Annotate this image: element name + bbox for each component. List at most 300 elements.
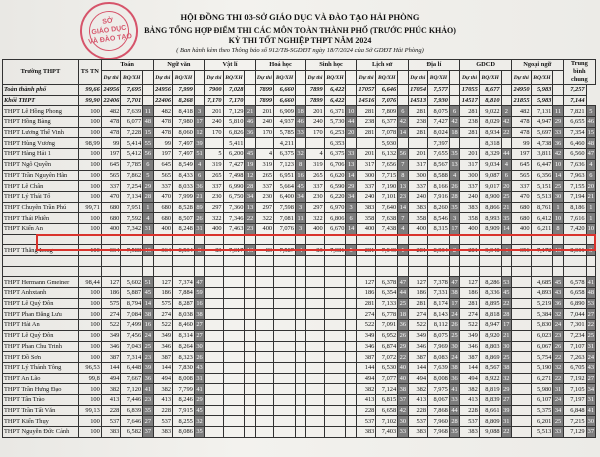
table-body [3,85,596,438]
score-cell: 5,983 [531,85,553,96]
score-cell: 6,655 [563,117,586,128]
rank-cell [295,309,305,320]
rank-cell: 22 [554,374,562,382]
rank-cell: 14 [347,171,355,179]
score-cell: 6,952 [376,330,398,341]
score-cell: 228 [101,405,121,416]
score-cell: 8,534 [173,245,195,256]
score-cell: 337 [153,181,173,192]
score-cell [306,362,324,373]
score-cell: 5,830 [531,320,553,331]
score-cell [324,277,346,288]
col-gdcd: GDCD [460,60,512,71]
score-cell: 83 [205,245,223,256]
score-cell: 5,219 [531,298,553,309]
rank-cell [449,85,459,96]
score-cell [255,352,273,363]
rank-cell [346,320,356,331]
score-cell: 7,975 [428,384,450,395]
rank-cell: 5 [143,170,153,181]
table-row [3,405,596,416]
score-cell: 6,271 [531,373,553,384]
score-cell: 5,785 [274,127,296,138]
score-cell: 7,133 [376,298,398,309]
rank-cell: 38 [144,310,152,318]
score-cell: 100 [78,170,101,181]
rank-cell: 22 [503,428,510,436]
score-cell: 8,866 [479,202,501,213]
score-cell: 7,999 [173,85,195,96]
score-cell [511,288,531,299]
rank-cell: 7 [398,159,408,170]
score-cell: 281 [460,298,480,309]
score-cell: 99 [511,138,531,149]
rank-cell: 32 [196,417,203,425]
score-cell: 8,075 [428,106,450,117]
rank-cell: 45 [297,182,304,190]
rank-cell: 18 [399,310,407,318]
rank-cell [295,330,305,341]
score-cell: 4,738 [531,138,553,149]
score-cell [274,373,296,384]
score-cell [223,362,245,373]
score-cell [223,277,245,288]
score-cell: 8,008 [173,373,195,384]
score-cell: 14513 [408,95,428,106]
rank-cell: 15 [144,129,152,137]
score-cell [324,352,346,363]
rank-cell [346,373,356,384]
score-cell: 186 [460,288,480,299]
score-cell: 7,077 [376,373,398,384]
table-row [3,213,596,224]
score-cell: 6,400 [274,191,296,202]
score-cell: 7900 [205,85,223,96]
rank-cell: 48 [587,139,595,147]
score-cell: 383 [460,202,480,213]
rank-cell: 31 [196,374,203,382]
rank-cell: 45 [144,289,152,297]
rank-cell: 38 [399,385,407,393]
score-cell [255,427,273,438]
rank-cell: 28 [246,182,254,190]
score-cell: 7,124 [376,384,398,395]
score-cell: 6,354 [376,288,398,299]
score-cell [511,309,531,320]
score-cell: 565 [153,170,173,181]
rank-cell: 3 [586,245,595,256]
score-cell: 99,66 [78,85,101,96]
score-cell: 7,172 [531,245,553,256]
rank-cell: 46 [246,118,254,126]
table-row [3,384,596,395]
rank-cell: 30 [554,193,562,201]
score-cell: 356 [511,245,531,256]
score-cell [255,384,273,395]
score-cell [306,298,324,309]
rank-cell: 32 [554,364,562,372]
score-cell: 575 [153,298,173,309]
score-cell: 5,983 [531,95,553,106]
school-name-cell: THPT Đồ Sơn [3,352,79,363]
rank-cell: 26 [399,332,407,340]
rank-cell: 43 [196,364,203,372]
score-cell: 337 [460,181,480,192]
score-cell: 7,215 [563,416,586,427]
score-cell: 7,456 [121,330,143,341]
score-cell: 5,190 [531,362,553,373]
rank-cell: 44 [399,289,407,297]
rank-cell [295,320,305,331]
table-row [3,309,596,320]
score-cell: 7,228 [121,127,143,138]
score-cell: 100 [78,427,101,438]
rank-cell: 31 [587,396,595,404]
score-cell [428,256,450,267]
rank-cell: 26 [196,214,203,222]
school-name-cell: THPT Tân Trào [3,394,79,405]
score-cell: 6,620 [324,170,346,181]
rank-cell: 29 [347,182,355,190]
score-cell [408,266,428,277]
score-cell: 5,151 [531,181,553,192]
rank-cell: 31 [554,385,562,393]
score-cell: 7,105 [563,384,586,395]
score-cell: 127 [153,277,173,288]
score-cell: 7,134 [121,191,143,202]
score-cell: 382 [460,384,480,395]
score-cell [223,288,245,299]
score-cell [511,298,531,309]
score-cell: 5,730 [324,117,346,128]
score-cell: 6,951 [274,170,296,181]
rank-cell: 40 [399,364,407,372]
score-cell: 5,754 [531,352,553,363]
rank-cell: 29 [554,118,562,126]
rank-cell [295,373,305,384]
rank-cell: 4 [194,159,204,170]
rank-cell: 36 [451,374,458,382]
score-cell: 8,024 [428,127,450,138]
rank-cell [346,405,356,416]
score-cell: 297 [306,202,324,213]
score-cell [255,405,273,416]
score-cell: 230 [205,191,223,202]
rank-cell: 1 [586,202,595,213]
table-row [3,394,596,405]
score-cell [223,256,245,267]
score-cell [511,405,531,416]
rank-cell [245,373,255,384]
score-cell: 482 [511,106,531,117]
rank-cell: 29 [399,342,407,350]
score-cell [324,341,346,352]
rank-cell [346,277,356,288]
score-cell: 238 [356,117,376,128]
score-cell: 8,567 [479,362,501,373]
rank-cell [295,384,305,395]
score-cell: 100 [78,352,101,363]
rank-cell: 23 [144,396,152,404]
score-cell: 400 [101,223,121,234]
score-cell: 228 [460,405,480,416]
score-cell [223,352,245,363]
score-cell: 349 [101,330,121,341]
score-cell: 281 [408,127,428,138]
rank-cell: 36 [196,182,203,190]
score-cell: 383 [356,427,376,438]
score-cell [205,362,223,373]
score-cell: 364 [153,245,173,256]
rank-cell: 30 [196,342,203,350]
rank-cell: 22 [246,214,254,222]
table-row [3,320,596,331]
score-cell: 358 [356,213,376,224]
score-cell: 6,377 [376,117,398,128]
score-cell: 127 [460,277,480,288]
rank-cell: 41 [196,385,203,393]
rank-cell: 25 [503,353,510,361]
school-name-cell: THPT Kiến An [3,223,79,234]
score-cell: 680 [511,202,531,213]
rank-cell: 34 [554,406,562,414]
score-cell: 319 [255,159,273,170]
score-cell: 7,102 [376,416,398,427]
rank-cell: 14 [554,171,562,179]
score-cell [306,138,324,149]
score-cell: 645 [511,159,531,170]
score-cell: 383 [460,427,480,438]
score-cell [205,416,223,427]
rank-cell [346,352,356,363]
rank-cell: 33 [554,428,562,436]
rank-cell: 27 [196,321,203,329]
score-cell: 14516 [356,95,376,106]
score-cell [428,266,450,277]
rank-cell [295,362,305,373]
score-cell [255,298,273,309]
rank-cell: 25 [554,417,562,425]
col-dia: Địa lí [408,60,460,71]
score-cell: 7,190 [376,181,398,192]
rank-cell: 33 [451,396,458,404]
rank-cell: 47 [196,278,203,286]
score-cell: 100 [78,330,101,341]
score-cell: 537 [408,416,428,427]
rank-cell: 24 [587,353,595,361]
rank-cell: 18 [451,129,458,137]
score-cell: 322 [205,213,223,224]
score-cell: 6,848 [563,405,586,416]
score-cell: 6,660 [274,95,296,106]
score-cell: 349 [408,330,428,341]
rank-cell [449,95,459,106]
score-cell: 8,588 [428,170,450,181]
score-cell [274,266,296,277]
score-cell: 7,821 [563,106,586,117]
rank-cell [295,352,305,363]
rank-cell: 6 [501,170,511,181]
score-cell: 413 [408,394,428,405]
score-cell: 201 [460,149,480,160]
report-title: BẢNG TỔNG HỢP ĐIỂM THI CÁC MÔN TOÀN THÀNH PHỐ (TRƯỚC PHÚC KHẢO) [144,26,456,35]
score-cell [306,256,324,267]
sub-dt: Dự thi [101,71,121,85]
table-row [3,373,596,384]
rank-cell: 35 [451,203,458,211]
score-cell [511,320,531,331]
score-cell: 7,715 [376,170,398,181]
rank-cell: 48 [587,289,595,297]
score-cell: 201 [255,106,273,117]
table-row [3,298,596,309]
score-cell: 7,868 [428,405,450,416]
score-cell: 7,317 [223,245,245,256]
score-cell: 300 [356,170,376,181]
score-cell: 358 [460,213,480,224]
school-name-cell: THPT Lý Thánh Tông [3,362,79,373]
score-cell [306,405,324,416]
score-cell: 7,301 [563,320,586,331]
rank-cell [295,277,305,288]
rank-cell: 43 [587,364,595,372]
score-cell: 7,107 [563,341,586,352]
table-row [3,117,596,128]
score-cell [274,256,296,267]
score-cell: 144 [460,362,480,373]
rank-cell: 42 [399,118,407,126]
rank-cell [346,95,356,106]
sub-bq: BQ/XH [479,71,501,85]
table-row [3,106,596,117]
rank-cell [346,341,356,352]
score-cell: 8,803 [479,341,501,352]
score-cell: 470 [153,191,173,202]
table-row [3,223,596,234]
school-name-cell: THPT Hồng Bàng [3,117,79,128]
table-row [3,362,596,373]
rank-cell: 42 [503,118,510,126]
rank-cell [245,256,255,267]
score-cell [255,288,273,299]
score-cell [511,384,531,395]
rank-cell [553,256,563,267]
score-cell: 382 [356,384,376,395]
rank-cell: 1 [586,213,595,224]
score-cell: 7,192 [563,373,586,384]
score-cell: 8,286 [479,277,501,288]
score-cell [223,384,245,395]
score-cell [205,138,223,149]
score-cell: 322 [255,213,273,224]
score-cell [223,405,245,416]
score-cell: 337 [511,181,531,192]
score-cell: 8,246 [173,394,195,405]
rank-cell: 28 [451,193,458,201]
score-cell: 144 [153,362,173,373]
score-cell: 5,513 [531,191,553,202]
score-cell: 100 [78,384,101,395]
table-row [3,288,596,299]
score-cell: 265 [306,170,324,181]
rank-cell: 34 [246,193,254,201]
score-cell: 100 [78,223,101,234]
score-cell: 8,315 [428,223,450,234]
sub-dt: Dự thi [460,71,480,85]
rank-cell: 47 [451,278,458,286]
rank-cell: 12 [246,171,254,179]
score-cell: 83 [306,245,324,256]
score-cell [306,427,324,438]
score-cell: 3,811 [531,149,553,160]
rank-cell: 36 [399,321,407,329]
score-cell: 346 [356,341,376,352]
rank-cell: 44 [347,118,355,126]
score-cell: 238 [408,117,428,128]
rank-cell: 53 [587,300,595,308]
score-cell: 482 [101,106,121,117]
score-cell [223,320,245,331]
rank-cell: 14 [399,129,407,137]
score-cell: 8,934 [479,127,501,138]
score-cell: 7,969 [428,341,450,352]
rank-cell: 31 [503,417,510,425]
score-cell: 346 [153,341,173,352]
score-cell: 274 [356,309,376,320]
score-cell [460,266,480,277]
score-cell: 6,909 [274,106,296,117]
school-name-cell: THPT Anhxtanh [3,288,79,299]
score-cell: 317 [356,159,376,170]
rank-cell: 31 [144,225,152,233]
score-cell [324,288,346,299]
rank-cell: 8 [295,159,305,170]
score-cell: 7,044 [563,309,586,320]
rank-cell: 13 [246,203,254,211]
score-cell: 6,646 [376,85,398,96]
score-cell: 281 [356,127,376,138]
score-cell: 170 [306,127,324,138]
score-cell: 575 [101,298,121,309]
rank-cell [586,266,595,277]
school-name-cell: THPT Thăng Long [3,245,79,256]
rank-cell: 28 [144,193,152,201]
school-name-cell: THPT Phan Đăng Lưu [3,309,79,320]
score-cell: 281 [460,106,480,117]
score-cell: 96,53 [78,362,101,373]
score-cell: 4 [306,149,324,160]
score-cell: 8,922 [479,373,501,384]
score-cell: 478 [153,117,173,128]
rank-cell [194,85,204,96]
score-cell: 6,582 [121,427,143,438]
score-cell: 7,378 [428,277,450,288]
score-cell: 7,577 [428,85,450,96]
score-cell: 297 [255,202,273,213]
score-cell: 4,937 [274,117,296,128]
score-cell: 17057 [356,85,376,96]
rank-cell: 4 [295,245,305,256]
score-cell: 7,463 [223,223,245,234]
rank-cell: 13 [347,161,355,169]
score-cell [306,320,324,331]
score-cell: 413 [460,394,480,405]
score-cell: 8,260 [428,202,450,213]
score-cell: 7,438 [376,223,398,234]
rank-cell [245,362,255,373]
score-cell [274,352,296,363]
score-cell: 7,667 [121,373,143,384]
